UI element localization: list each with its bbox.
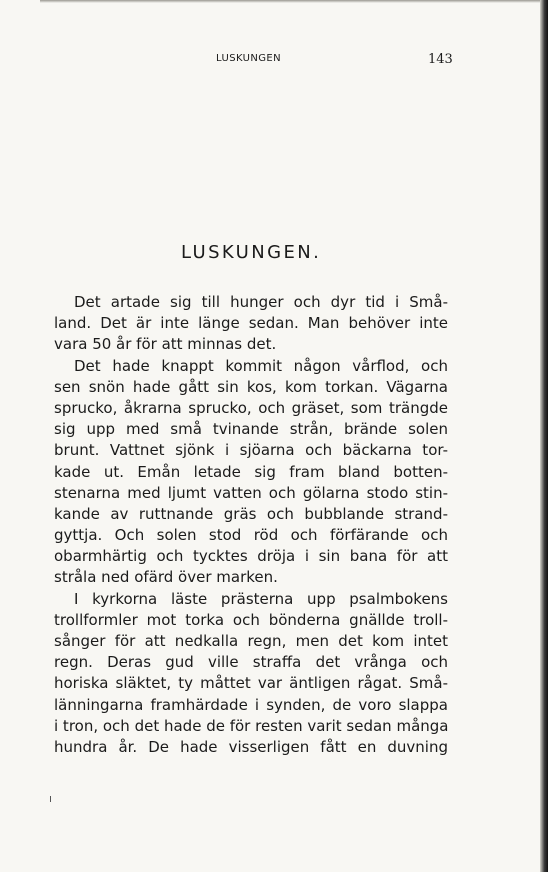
- text-line: horiska släktet, ty måttet var äntligen rågat. Små-: [54, 674, 448, 693]
- text-line: länningarna framhärdade i synden, de voro slappa: [54, 695, 448, 714]
- text-line: sig upp med små tvinande strån, brände solen: [54, 420, 448, 439]
- text-line: kade ut. Emån letade sig fram bland botten-: [54, 462, 448, 481]
- text-line: obarmhärtig och tycktes dröja i sin bana för att: [54, 547, 448, 566]
- text-line: stråla ned ofärd över marken.: [54, 568, 278, 587]
- text-line: Det hade knappt kommit någon vårflod, och: [74, 356, 448, 375]
- text-line: Det artade sig till hunger och dyr tid i Små-: [74, 293, 448, 311]
- text-line: sen snön hade gått sin kos, kom torkan. Vägarna: [54, 377, 448, 396]
- text-line: vara 50 år för att minnas det.: [54, 335, 277, 354]
- text-line: kande av ruttnande gräs och bubblande strand-: [54, 504, 448, 523]
- stray-print-mark: [50, 796, 51, 802]
- text-line: brunt. Vattnet sjönk i sjöarna och bäckarna tor-: [54, 441, 448, 460]
- chapter-title: LUSKUNGEN.: [181, 242, 322, 263]
- running-head-title: LUSKUNGEN: [216, 53, 281, 64]
- text-line: I kyrkorna läste prästerna upp psalmbokens: [74, 589, 448, 608]
- text-line: sprucko, åkrarna sprucko, och gräset, som trängde: [54, 398, 448, 417]
- text-line: land. Det är inte länge sedan. Man behöver inte: [54, 314, 448, 333]
- page-top-edge-shadow: [40, 0, 540, 3]
- text-line: i tron, och det hade de för resten varit sedan många: [54, 716, 449, 735]
- body-text: [54, 292, 448, 758]
- text-line: hundra år. De hade visserligen fått en duvning: [54, 737, 448, 756]
- text-line: stenarna med ljumt vatten och gölarna stodo stin-: [54, 483, 448, 502]
- text-line: sånger för att nedkalla regn, men det kom intet: [54, 632, 448, 650]
- text-line: gyttja. Och solen stod röd och förfärande och: [54, 526, 448, 545]
- page-number: 143: [428, 52, 453, 67]
- text-line: regn. Deras gud ville straffa det vrånga och: [54, 653, 448, 672]
- page-right-edge-shadow: [540, 0, 548, 872]
- text-line: trollformler mot torka och bönderna gnällde troll-: [54, 610, 448, 629]
